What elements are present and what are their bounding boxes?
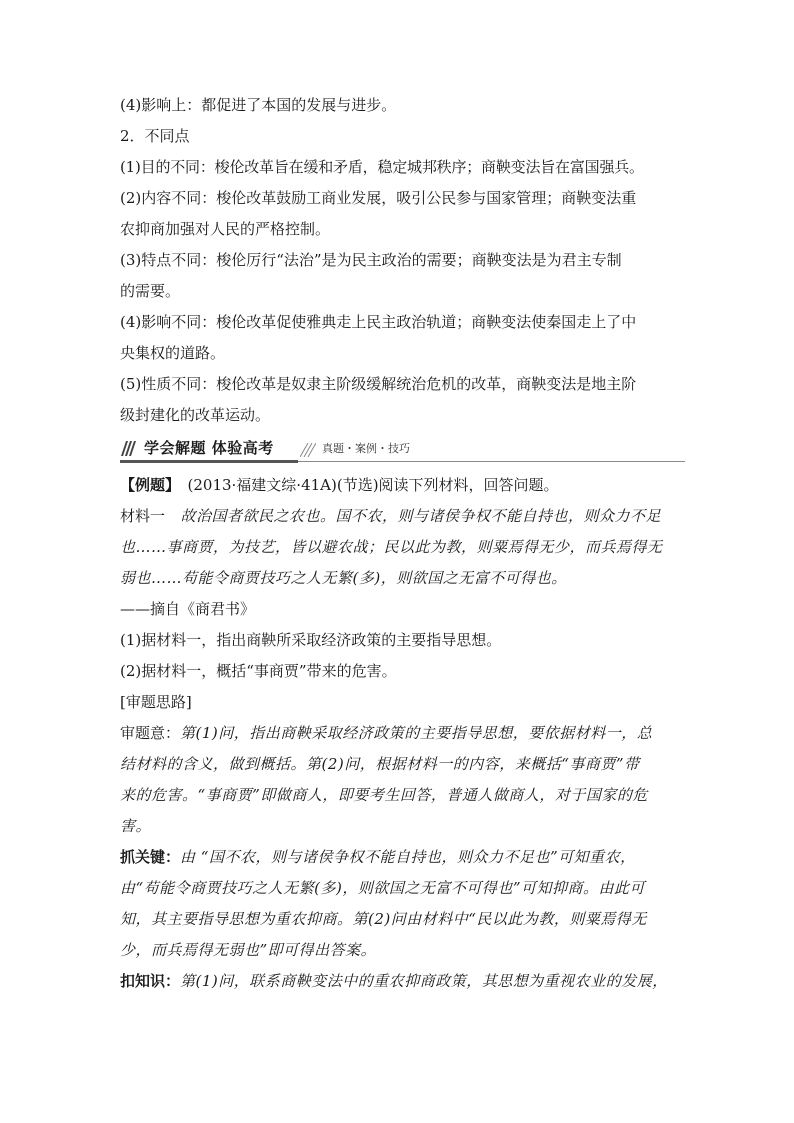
material-line1 (120, 501, 685, 532)
section-title: 学会解题 体验高考 (144, 439, 274, 457)
material-line2: 也……事商贾，为技艺，皆以避农战；民以此为教，则粟焉得无少，而兵焉得无 (120, 538, 663, 556)
difference-impact-line1: (4)影响不同：梭伦改革促使雅典走上民主政治轨道；商鞅变法使秦国走上了中 (120, 313, 637, 331)
similarity-impact-line: (4)影响上：都促进了本国的发展与进步。 (120, 96, 397, 114)
key-label: 抓关键： (120, 848, 181, 866)
question-2: (2)据材料一，概括“事商贾”带来的危害。 (120, 662, 397, 680)
hatch-decoration-icon (300, 443, 316, 457)
section-subtitle: 真题・案例・技巧 (322, 442, 410, 455)
knowledge-label: 扣知识： (120, 972, 181, 990)
material-line3: 弱也……苟能令商贾技巧之人无繁(多)，则欲国之无富不可得也。 (120, 569, 567, 587)
flag-icon (120, 439, 138, 457)
analysis-line1 (120, 718, 685, 749)
material-citation: ——摘自《商君书》 (120, 600, 256, 618)
difference-content-line2: 农抑商加强对人民的严格控制。 (120, 220, 331, 238)
analysis-label: 审题意： (120, 724, 181, 742)
analysis-text1: 第(1)问，指出商鞅采取经济政策的主要指导思想，要依据材料一，总 (180, 724, 653, 742)
example-label: 【例题】 (120, 476, 173, 494)
analysis-line3: 来的危害。“事商贾”即做商人，即要考生回答，普通人做商人，对于国家的危 (120, 786, 648, 804)
material-label: 材料一 (120, 507, 166, 525)
thinking-label: [审题思路] (120, 693, 192, 711)
section-header (120, 437, 685, 462)
example-header (120, 470, 685, 501)
difference-nature-line2: 级封建化的改革运动。 (120, 406, 271, 424)
difference-nature-line1: (5)性质不同：梭伦改革是奴隶主阶级缓解统治危机的改革，商鞅变法是地主阶 (120, 375, 637, 393)
difference-feature-line1: (3)特点不同：梭伦厉行“法治”是为民主政治的需要；商鞅变法是为君主专制 (120, 251, 622, 269)
difference-purpose: (1)目的不同：梭伦改革旨在缓和矛盾，稳定城邦秩序；商鞅变法旨在富国强兵。 (120, 158, 644, 176)
differences-heading: 2．不同点 (120, 127, 190, 145)
example-source: (2013·福建文综·41A)(节选)阅读下列材料，回答问题。 (172, 476, 559, 494)
difference-impact-line2: 央集权的道路。 (120, 344, 226, 362)
key-text1: 由 “国不农，则与诸侯争权不能自持也，则众力不足也”可知重农， (180, 848, 636, 866)
key-line1 (120, 842, 685, 873)
key-line3: 知，其主要指导思想为重农抑商。第(2)问由材料中“民以此为教，则粟焉得无 (120, 910, 647, 928)
key-line4: 少，而兵焉得无弱也”即可得出答案。 (120, 941, 377, 959)
material-text1: 故治国者欲民之农也。国不农，则与诸侯争权不能自持也，则众力不足 (165, 507, 662, 525)
analysis-line4: 害。 (120, 817, 152, 835)
knowledge-text1: 第(1)问，联系商鞅变法中的重农抑商政策，其思想为重视农业的发展， (180, 972, 668, 990)
document-page (120, 90, 685, 997)
question-1: (1)据材料一，指出商鞅所采取经济政策的主要指导思想。 (120, 631, 502, 649)
section-title-underline (120, 460, 298, 463)
difference-feature-line2: 的需要。 (120, 282, 181, 300)
key-line2: 由“苟能令商贾技巧之人无繁(多)，则欲国之无富不可得也”可知抑商。由此可 (120, 879, 646, 897)
difference-content-line1: (2)内容不同：梭伦改革鼓励工商业发展，吸引公民参与国家管理；商鞅变法重 (120, 189, 637, 207)
analysis-line2: 结材料的含义，做到概括。第(2)问，根据材料一的内容，来概括“事商贾”带 (120, 755, 640, 773)
knowledge-line1 (120, 966, 685, 997)
